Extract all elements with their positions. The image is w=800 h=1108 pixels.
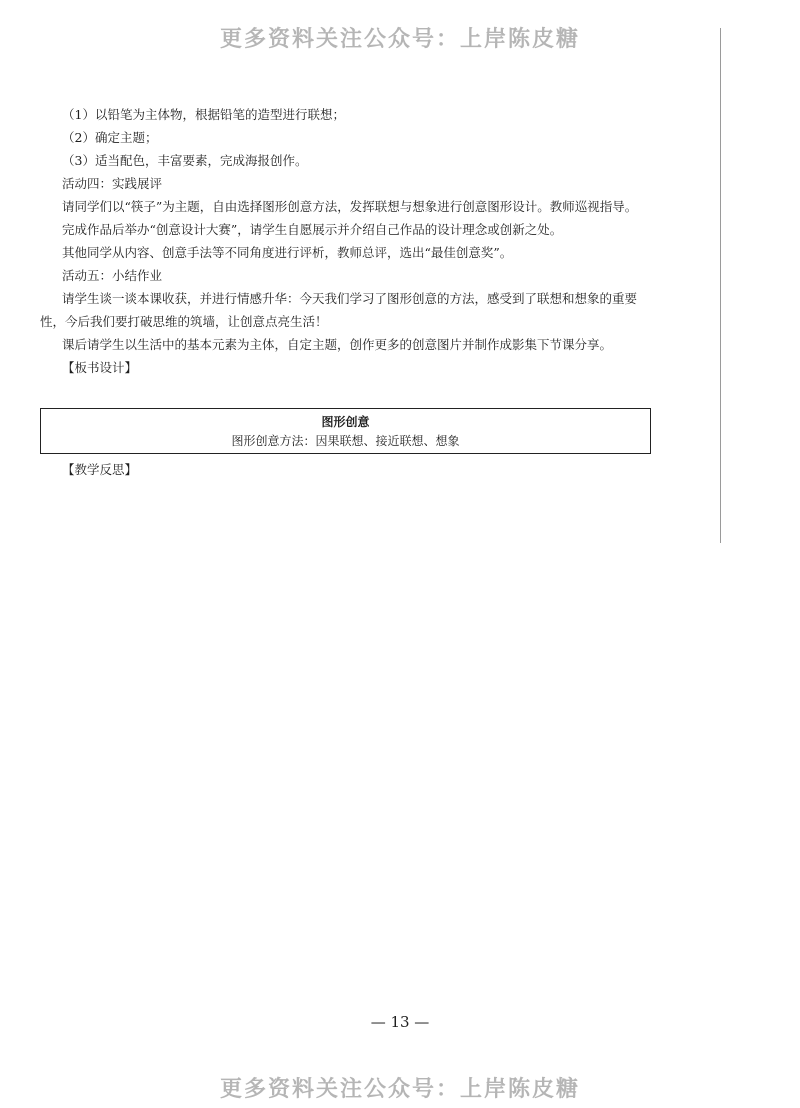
activity5-paragraph-1: 请学生谈一谈本课收获，并进行情感升华：今天我们学习了图形创意的方法，感受到了联想和想象的重要性，今后我们要打破思维的筑墙，让创意点亮生活！ [40,291,638,329]
step-2: （2）确定主题； [62,130,158,145]
activity5-paragraph-2: 课后请学生以生活中的基本元素为主体，自定主题，创作更多的创意图片并制作成影集下节课分享。 [62,337,613,352]
step-3: （3）适当配色，丰富要素，完成海报创作。 [62,153,308,168]
activity5-title: 活动五：小结作业 [62,268,163,283]
board-title: 图形创意 [321,415,370,429]
board-design-box [40,408,651,454]
board-methods: 图形创意方法：因果联想、接近联想、想象 [231,434,460,448]
watermark-top: 更多资料关注公众号：上岸陈皮糖 [219,27,580,52]
margin-rule [720,28,721,543]
activity4-paragraph-2: 完成作品后举办“创意设计大赛”，请学生自愿展示并介绍自己作品的设计理念或创新之处。 [62,222,563,237]
watermark-bottom: 更多资料关注公众号：上岸陈皮糖 [219,1077,580,1102]
activity4-paragraph-3: 其他同学从内容、创意手法等不同角度进行评析，教师总评，选出“最佳创意奖”。 [62,245,513,260]
page-number: — 13 — [370,1013,430,1031]
page-body [40,103,660,379]
board-design-heading: 【板书设计】 [62,360,138,375]
activity4-paragraph-1: 请同学们以“筷子”为主题，自由选择图形创意方法，发挥联想与想象进行创意图形设计。教师巡视指导。 [62,199,638,214]
step-1: （1）以铅笔为主体物，根据铅笔的造型进行联想； [62,107,345,122]
activity4-title: 活动四：实践展评 [62,176,163,191]
teaching-reflection-heading: 【教学反思】 [62,462,138,477]
